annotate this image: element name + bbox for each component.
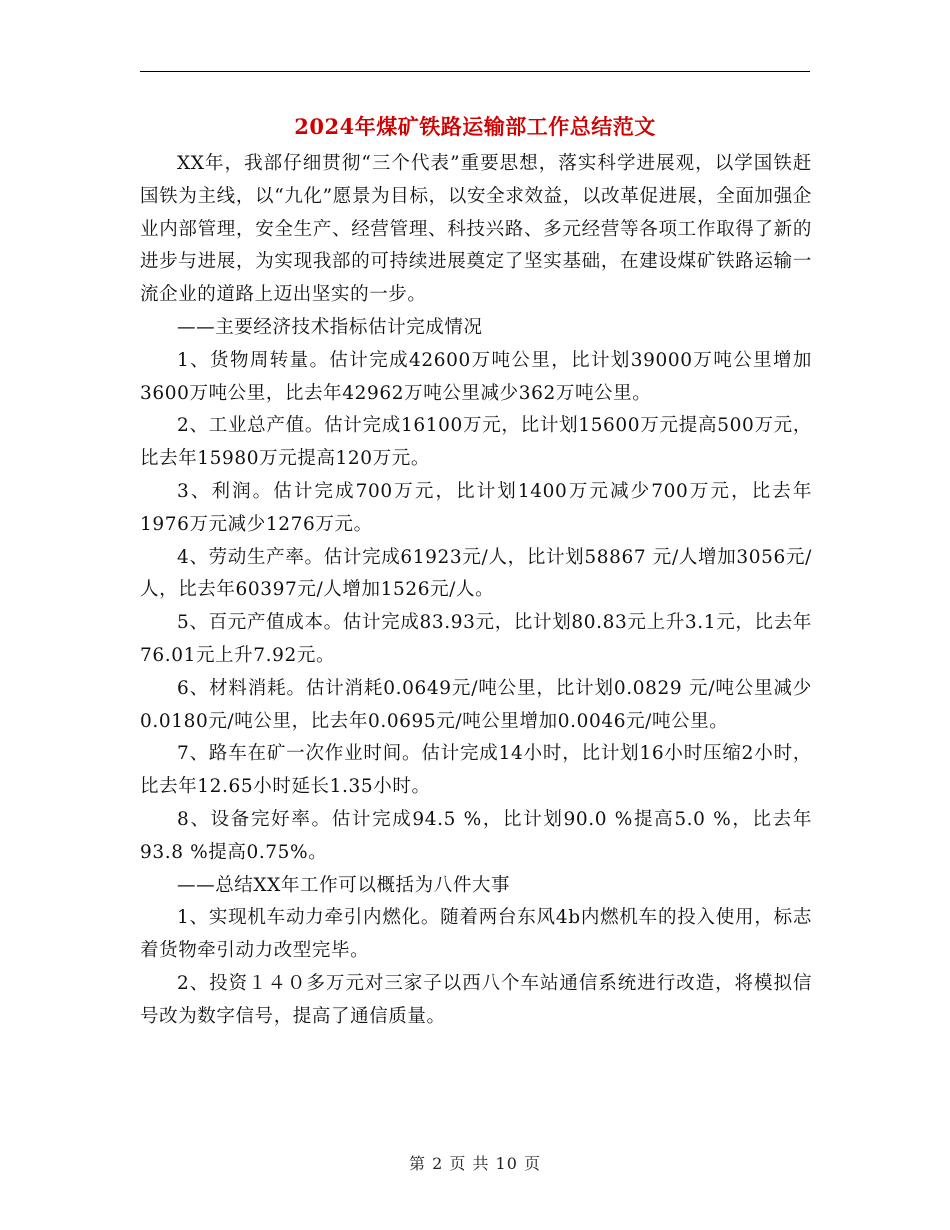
- header-rule: [140, 71, 810, 72]
- paragraph-event-1: 1、实现机车动力牵引内燃化。随着两台东风4b内燃机车的投入使用，标志着货物牵引动力改型完毕。: [140, 907, 812, 962]
- paragraph-indicator-2: 2、工业总产值。估计完成16100万元，比计划15600万元提高500万元，比去年15980万元提高120万元。: [140, 415, 812, 470]
- paragraph-indicator-8: 8、设备完好率。估计完成94.5 %，比计划90.0 %提高5.0 %，比去年93.8 %提高0.75%。: [140, 808, 812, 863]
- document-body: [140, 148, 812, 1034]
- document-title: 2024年煤矿铁路运输部工作总结范文: [294, 114, 656, 139]
- paragraph-indicator-5: 5、百元产值成本。估计完成83.93元，比计划80.83元上升3.1元，比去年76.01元上升7.92元。: [140, 612, 812, 666]
- paragraph-intro: XX年，我部仔细贯彻“三个代表”重要思想，落实科学进展观，以学国铁赶国铁为主线，以“九化”愿景为目标，以安全求效益，以改革促进展，全面加强企业内部管理，安全生产、经营管理、科技兴路、多元经营等各项工作取得了新的进步与进展，为实现我部的可持续进展奠定了坚实基础，在建设煤矿铁路运输一流企业的道路上迈出坚实的一步。: [140, 153, 812, 306]
- paragraph-event-2: 2、投资１４０多万元对三家子以西八个车站通信系统进行改造，将模拟信号改为数字信号，提高了通信质量。: [140, 972, 812, 1027]
- section-heading-events: ——总结XX年工作可以概括为八件大事: [177, 874, 511, 896]
- section-heading-indicators: ——主要经济技术指标估计完成情况: [177, 316, 483, 338]
- page-number: 第 2 页 共 10 页: [409, 1154, 541, 1173]
- paragraph-indicator-1: 1、货物周转量。估计完成42600万吨公里，比计划39000万吨公里增加3600万吨公里，比去年42962万吨公里减少362万吨公里。: [140, 349, 812, 404]
- paragraph-indicator-3: 3、利润。估计完成700万元，比计划1400万元减少700万元，比去年1976万元减少1276万元。: [140, 480, 812, 535]
- paragraph-indicator-6: 6、材料消耗。估计消耗0.0649元/吨公里，比计划0.0829 元/吨公里减少0.0180元/吨公里，比去年0.0695元/吨公里增加0.0046元/吨公里。: [140, 677, 812, 732]
- paragraph-indicator-7: 7、路车在矿一次作业时间。估计完成14小时，比计划16小时压缩2小时，比去年12.65小时延长1.35小时。: [140, 743, 812, 798]
- paragraph-indicator-4: 4、劳动生产率。估计完成61923元/人，比计划58867 元/人增加3056元/人，比去年60397元/人增加1526元/人。: [140, 546, 812, 601]
